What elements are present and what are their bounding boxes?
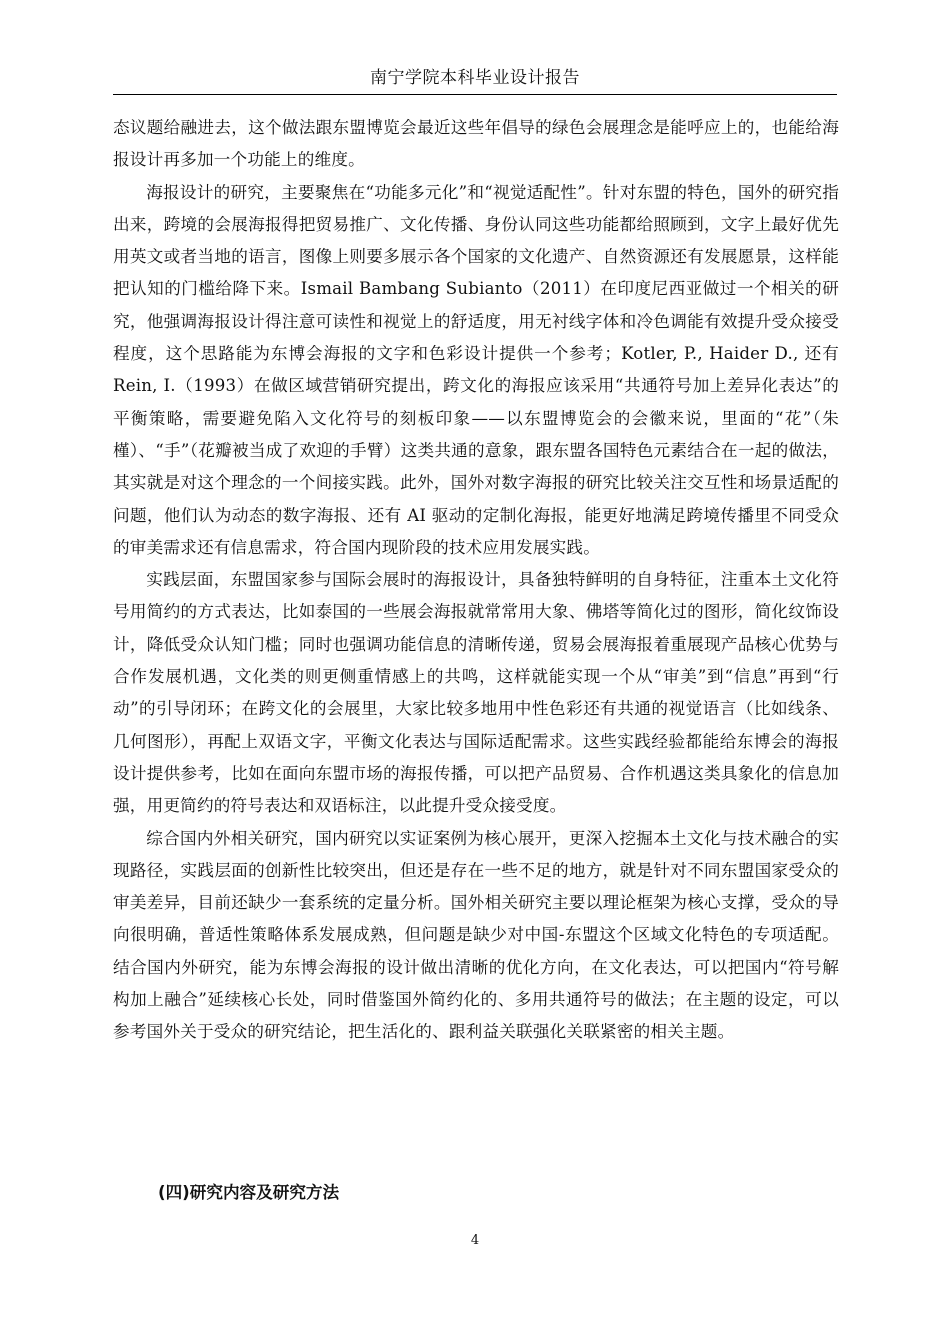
paragraph-continuation: 态议题给融进去，这个做法跟东盟博览会最近这些年倡导的绿色会展理念是能呼应上的，也能给海报设计再多加一个功能上的维度。 <box>113 118 839 170</box>
paragraph-poster-research: 海报设计的研究，主要聚焦在“功能多元化”和“视觉适配性”。针对东盟的特色，国外的研究指出来，跨境的会展海报得把贸易推广、文化传播、身份认同这些功能都给照顾到，文字上最好优先用英文或者当地的语言，图像上则要多展示各个国家的文化遗产、自然资源还有发展愿景，这样能把认知的门槛给降下来。Ismail Bambang Subianto（2011）在印度尼西亚做过一个相关的研究，他强调海报设计得注意可读性和视觉上的舒适度，用无衬线字体和冷色调能有效提升受众接受程度，这个思路能为东博会海报的文字和色彩设计提供一个参考；Kotler, P., Haider D., 还有 Rein, I.（1993）在做区域营销研究提出，跨文化的海报应该采用“共通符号加上差异化表达”的平衡策略，需要避免陷入文化符号的刻板印象——以东盟博览会的会徽来说，里面的“花”（朱槿）、“手”（花瓣被当成了欢迎的手臂）这类共通的意象，跟东盟各国特色元素结合在一起的做法，其实就是对这个理念的一个间接实践。此外，国外对数字海报的研究比较关注交互性和场景适配的问题，他们认为动态的数字海报、还有 AI 驱动的定制化海报，能更好地满足跨境传播里不同受众的审美需求还有信息需求，符合国内现阶段的技术应用发展实践。 <box>113 182 839 557</box>
paragraph-summary: 综合国内外相关研究，国内研究以实证案例为核心展开，更深入挖掘本土文化与技术融合的实现路径，实践层面的创新性比较突出，但还是存在一些不足的地方，就是针对不同东盟国家受众的审美差异，目前还缺少一套系统的定量分析。国外相关研究主要以理论框架为核心支撑，受众的导向很明确，普适性策略体系发展成熟，但问题是缺少对中国-东盟这个区域文化特色的专项适配。结合国内外研究，能为东博会海报的设计做出清晰的优化方向，在文化表达，可以把国内“符号解构加上融合”延续核心长处，同时借鉴国外简约化的、多用共通符号的做法；在主题的设定，可以参考国外关于受众的研究结论，把生活化的、跟利益关联强化关联紧密的相关主题。 <box>113 828 839 1042</box>
page-header-title: 南宁学院本科毕业设计报告 <box>370 68 580 88</box>
body-text <box>113 112 839 1049</box>
header-divider <box>113 94 837 95</box>
page-number: 4 <box>470 1233 480 1248</box>
paragraph-practice: 实践层面，东盟国家参与国际会展时的海报设计，具备独特鲜明的自身特征，注重本土文化符号用简约的方式表达，比如泰国的一些展会海报就常常用大象、佛塔等简化过的图形，简化纹饰设计，降低受众认知门槛；同时也强调功能信息的清晰传递，贸易会展海报着重展现产品核心优势与合作发展机遇，文化类的则更侧重情感上的共鸣，这样就能实现一个从“审美”到“信息”再到“行动”的引导闭环；在跨文化的会展里，大家比较多地用中性色彩还有共通的视觉语言（比如线条、几何图形），再配上双语文字，平衡文化表达与国际适配需求。这些实践经验都能给东博会的海报设计提供参考，比如在面向东盟市场的海报传播，可以把产品贸易、合作机遇这类具象化的信息加强，用更简约的符号表达和双语标注，以此提升受众接受度。 <box>113 570 839 816</box>
section-heading: (四)研究内容及研究方法 <box>158 1183 340 1202</box>
